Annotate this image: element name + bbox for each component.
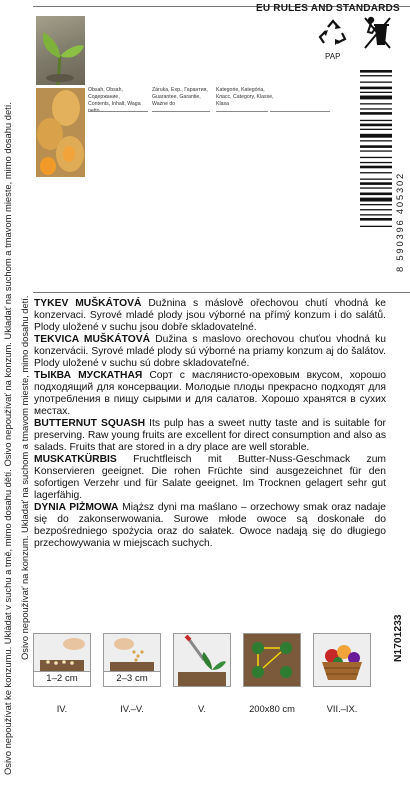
barcode-bar xyxy=(360,103,392,104)
barcode-bar xyxy=(360,150,392,151)
barcode-bar xyxy=(360,204,392,205)
description-de xyxy=(34,454,386,502)
seedling-photo xyxy=(36,16,85,85)
spacing-tile xyxy=(243,633,301,687)
barcode-bar xyxy=(360,182,392,185)
harvest-basket-icon xyxy=(314,634,370,686)
description-cz xyxy=(34,298,386,334)
variety-name: TEKVICA MUŠKÁTOVÁ xyxy=(34,334,151,345)
barcode-bar xyxy=(360,140,392,141)
barcode-bar xyxy=(360,112,392,115)
barcode-bar xyxy=(360,162,392,163)
barcode-bar xyxy=(360,172,392,173)
catalog-number: N1701233 xyxy=(393,614,404,662)
recycle-icon xyxy=(318,19,348,47)
barcode-bar xyxy=(360,129,392,130)
description-text: Dužnina s máslově ořechovou chutí vhodná ke konzervaci. Syrové mladé plody jsou výborné na přímý konzum i do salátů. Plody uložené v suchu jsou dobře skladovatelné. xyxy=(34,298,386,333)
barcode-bar xyxy=(360,145,392,148)
seed-planting-icon xyxy=(104,634,160,672)
transplant-month: V. xyxy=(198,703,206,714)
vertical-notice-inner: Osivo nepoužívať na konzum. Ukladať na suchom a tmavom mieste, mimo dosahu detí. xyxy=(19,295,30,660)
description-ru xyxy=(34,370,386,418)
barcode-bar xyxy=(360,70,392,73)
barcode-bar xyxy=(360,134,392,138)
eu-rules-label: EU RULES AND STANDARDS xyxy=(256,3,400,14)
category-field-line xyxy=(216,111,268,112)
descriptions xyxy=(34,298,386,550)
description-rule xyxy=(33,292,410,293)
description-text: Сорт с маслянисто-ореховым вкусом, хорошо подходящий для консервации. Молодые плоды прекрасно подходят для употребления в пищу сырыми и для салатов. Хорошо хранятся в сухих местах. xyxy=(34,370,386,417)
barcode-bar xyxy=(360,198,392,202)
sowing-month: IV. xyxy=(56,703,68,714)
harvest-tile xyxy=(313,633,371,687)
barcode xyxy=(360,68,392,276)
description-text: Dužina s maslovo orechovou chuťou vhodná ku konzervácii. Syrové mladé plody sú výborné na priamy konzum aj do šalátov. Plody uložené v suchu sú dobre skladovateľné. xyxy=(34,334,386,369)
description-text: Fruchtfleisch mit Butter-Nuss-Geschmack zum Konservieren geeignet. Die rohen Früchte sind ausgezeichnet für den sofortigen Verzehr und für Salate geeignet. Im Trocknen gelagert sehr gut lagerfähig. xyxy=(34,454,386,501)
sowing-depth-tile xyxy=(33,633,91,687)
description-sk xyxy=(34,334,386,370)
barcode-bar xyxy=(360,120,392,121)
barcode-bar xyxy=(360,179,392,180)
sowing-depth-label: 1–2 cm xyxy=(34,671,90,686)
description-pl xyxy=(34,502,386,550)
plant-spacing-icon xyxy=(244,634,300,686)
guarantee-label: Záruka, Exp., Гарантия, Guarantee, Garantie, Ważne do xyxy=(152,87,208,107)
pap-label: PAP xyxy=(325,52,341,61)
transplant-tile xyxy=(173,633,231,687)
sowing-month: IV.–V. xyxy=(120,703,144,714)
harvest-month: VII.–IX. xyxy=(326,703,358,714)
barcode-bar xyxy=(360,108,392,109)
contents-field-line xyxy=(88,111,148,112)
description-en xyxy=(34,418,386,454)
barcode-bar xyxy=(360,218,392,221)
sowing-guide xyxy=(33,633,380,713)
variety-name: BUTTERNUT SQUASH xyxy=(34,418,146,429)
barcode-bar xyxy=(360,92,392,93)
barcode-bar xyxy=(360,96,392,100)
guarantee-field-line xyxy=(152,111,210,112)
category-label: Kategorie, Kategória, Класс, Category, Klasse, Klasa xyxy=(216,87,274,107)
trowel-seedling-icon xyxy=(174,634,230,686)
barcode-bar xyxy=(360,214,392,215)
sowing-depth-tile xyxy=(103,633,161,687)
variety-name: MUSKATKÜRBIS xyxy=(34,454,117,465)
barcode-bar xyxy=(360,209,392,210)
barcode-bar xyxy=(360,82,392,83)
squash-photo xyxy=(36,88,85,177)
barcode-bar xyxy=(360,157,392,158)
barcode-bar xyxy=(360,226,392,227)
barcode-bar xyxy=(360,87,392,90)
variety-name: ТЫКВА МУСКАТНАЯ xyxy=(34,370,143,381)
vertical-notice-outer: Osivo nepoužívat ke konzumu. Uklàdat v suchu a tmě, mimo dosahu dětí. Osivo nepoužívať na konzum. Ukladať na suchom a tmavom mieste, mimo dosahu detí. xyxy=(2,102,13,775)
variety-name: TYKEV MUŠKÁTOVÁ xyxy=(34,298,142,309)
trash-bin-icon xyxy=(362,15,392,51)
spacing-label: 200x80 cm xyxy=(249,703,295,714)
description-text: Miąższ dyni ma maślano – orzechowy smak oraz nadaje się do zakonserwowania. Surowe młode owoce są doskonałe do bezpośredniego spożycia oraz do sałatek. Owoce nadają się do długiego przechowywania w miejscach suchych. xyxy=(34,502,386,549)
barcode-bar xyxy=(360,193,392,196)
sowing-hand-icon xyxy=(34,634,90,672)
barcode-bar xyxy=(360,75,392,76)
variety-name: DYNIA PIŻMOWA xyxy=(34,502,119,513)
sowing-depth-label: 2–3 cm xyxy=(104,671,160,686)
extra-field-line xyxy=(270,111,330,112)
barcode-bar xyxy=(360,166,392,169)
barcode-digits: 8 590396 405302 xyxy=(394,172,405,272)
contents-label: Obsah, Obsah, Содержание, Contents, Inhalt, Waga netto xyxy=(88,87,141,114)
barcode-bar xyxy=(360,124,392,127)
description-text: Its pulp has a sweet nutty taste and is suitable for preserving. Raw young fruits are excellent for direct consumption and also as salads. Fruits that are stored in a dry place are well storable. xyxy=(34,418,386,453)
barcode-bar xyxy=(360,187,392,188)
